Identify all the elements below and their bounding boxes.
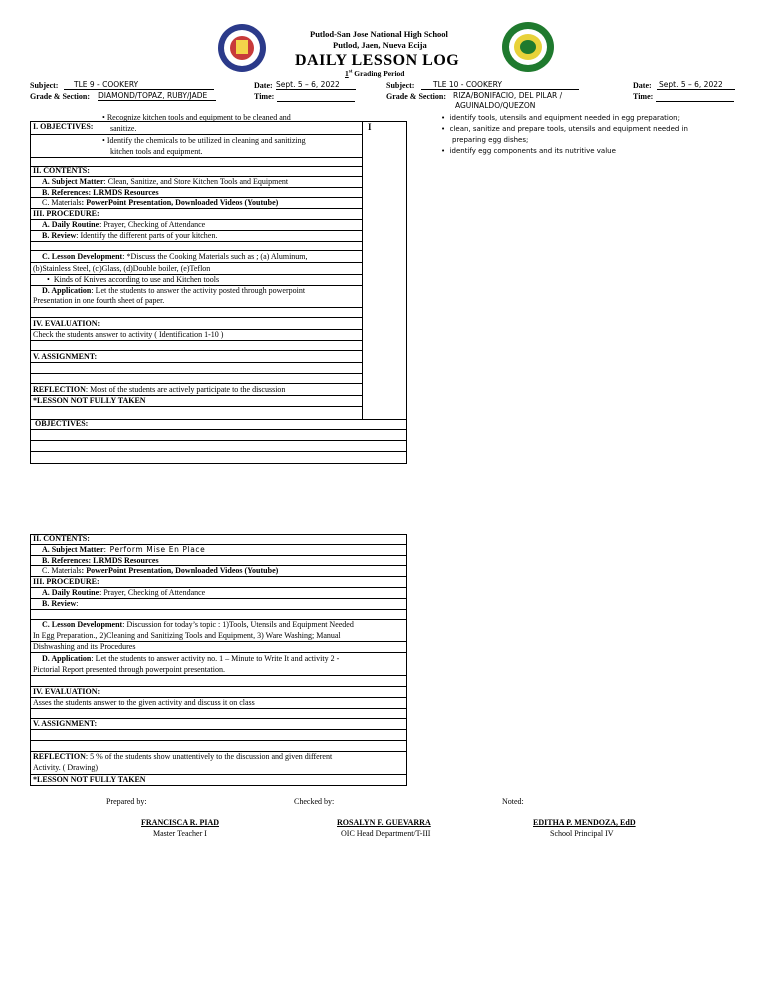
lesson-development-row-3: • Kinds of Knives according to use and Kitchen tools: [47, 275, 220, 284]
objective-2b: kitchen tools and equipment.: [110, 147, 203, 156]
noted-title: School Principal IV: [550, 829, 614, 838]
application-row-b2: Pictorial Report presented through powerpoint presentation.: [33, 665, 225, 674]
right-subject-label: Subject:: [386, 81, 415, 90]
references-row: B. References: LRMDS Resources: [42, 188, 159, 197]
left-date-label: Date:: [254, 81, 273, 90]
right-time-label: Time:: [633, 92, 654, 101]
procedure-heading: III. PROCEDURE:: [33, 209, 100, 218]
right-date-value: Sept. 5 – 6, 2022: [657, 80, 735, 90]
school-address: Putlod, Jaen, Nueva Ecija: [333, 40, 427, 50]
materials-row-2: C. Materials: PowerPoint Presentation, Downloaded Videos (Youtube): [42, 566, 279, 575]
materials-row: C. Materials: PowerPoint Presentation, Downloaded Videos (Youtube): [42, 198, 279, 207]
checked-name: ROSALYN F. GUEVARRA: [337, 818, 431, 827]
right-date-label: Date:: [633, 81, 652, 90]
application-row-b: D. Application: Let the students to answer activity no. 1 – Minute to Write It and activity 2 -: [42, 654, 340, 663]
left-subject-value: TLE 9 - COOKERY: [64, 80, 214, 90]
reflection-row-2: REFLECTION: 5 % of the students show unattentively to the discussion and given different: [33, 752, 333, 761]
lesson-development-row-b2: In Egg Preparation., 2)Cleaning and Sanitizing Tools and Equipment, 3) Ware Washing; Manual: [33, 631, 341, 640]
lesson-development-row-2: (b)Stainless Steel, (c)Glass, (d)Double boiler, (e)Teflon: [33, 264, 211, 273]
checked-by-label: Checked by:: [294, 797, 335, 806]
right-subject-value: TLE 10 - COOKERY: [421, 80, 579, 90]
objective-1: • Recognize kitchen tools and equipment to be cleaned and: [102, 113, 291, 122]
prepared-name: FRANCISCA R. PIAD: [141, 818, 220, 827]
right-objective-3: • identify egg components and its nutritive value: [441, 147, 616, 155]
evaluation-row-2: Asses the students answer to the given activity and discuss it on class: [33, 698, 255, 707]
lesson-development-row-b: C. Lesson Development: Discussion for today’s topic : 1)Tools, Utensils and Equipment Needed: [42, 620, 354, 629]
lesson-development-row: C. Lesson Development: *Discuss the Cooking Materials such as ; (a) Aluminum,: [42, 252, 308, 261]
objective-marker: I: [368, 122, 372, 132]
school-name: Putlod-San Jose National High School: [310, 29, 448, 39]
objective-1b: sanitize.: [110, 124, 137, 133]
daily-routine-row: A. Daily Routine: Prayer, Checking of Attendance: [42, 220, 206, 229]
application-row: D. Application: Let the students to answer the activity posted through powerpoint: [42, 286, 306, 295]
prepared-title: Master Teacher I: [153, 829, 207, 838]
reflection-row: REFLECTION: Most of the students are actively participate to the discussion: [33, 385, 286, 394]
school-seal-logo: [502, 22, 554, 72]
left-grade-value: DIAMOND/TOPAZ, RUBY/JADE: [98, 91, 216, 101]
daily-routine-row-2: A. Daily Routine: Prayer, Checking of Attendance: [42, 588, 206, 597]
review-row: B. Review: Identify the different parts of your kitchen.: [42, 231, 218, 240]
right-grade-label: Grade & Section:: [386, 92, 446, 101]
review-row-2: B. Review:: [42, 599, 79, 608]
left-grade-label: Grade & Section:: [30, 92, 90, 101]
deped-seal-logo: [218, 24, 266, 72]
lesson-not-taken: *LESSON NOT FULLY TAKEN: [33, 396, 146, 405]
lesson-development-row-b3: Dishwashing and its Procedures: [33, 642, 136, 651]
evaluation-row: Check the students answer to activity ( Identification 1-10 ): [33, 330, 224, 339]
checked-title: OIC Head Department/T-III: [341, 829, 431, 838]
right-objective-2: • clean, sanitize and prepare tools, utensils and equipment needed in: [441, 125, 688, 133]
assignment-heading-2: V. ASSIGNMENT:: [33, 719, 98, 728]
lesson-not-taken-2: *LESSON NOT FULLY TAKEN: [33, 775, 146, 784]
left-time-line: [277, 101, 355, 102]
reflection-row-2b: Activity. ( Drawing): [33, 763, 99, 772]
page-title: DAILY LESSON LOG: [295, 52, 460, 69]
grading-period: 1st Grading Period: [345, 69, 405, 78]
objective-2: • Identify the chemicals to be utilized in cleaning and sanitizing: [102, 136, 306, 145]
noted-name: EDITHA P. MENDOZA, EdD: [533, 818, 636, 827]
prepared-by-label: Prepared by:: [106, 797, 147, 806]
right-time-line: [656, 101, 734, 102]
application-row-2: Presentation in one fourth sheet of paper.: [33, 296, 165, 305]
left-date-value: Sept. 5 – 6, 2022: [276, 80, 356, 90]
subject-matter-row: A. Subject Matter: Clean, Sanitize, and Store Kitchen Tools and Equipment: [42, 177, 289, 186]
subject-matter-row-2: A. Subject Matter: Perform Mise En Place: [42, 545, 206, 554]
evaluation-heading: IV. EVALUATION:: [33, 319, 101, 328]
noted-label: Noted:: [502, 797, 524, 806]
right-objective-1: • identify tools, utensils and equipment needed in egg preparation;: [441, 114, 680, 122]
references-row-2: B. References: LRMDS Resources: [42, 556, 159, 565]
procedure-heading-2: III. PROCEDURE:: [33, 577, 100, 586]
evaluation-heading-2: IV. EVALUATION:: [33, 687, 101, 696]
contents-heading-2: II. CONTENTS:: [33, 534, 90, 543]
left-subject-label: Subject:: [30, 81, 59, 90]
assignment-heading: V. ASSIGNMENT:: [33, 352, 98, 361]
right-grade-value-2: AGUINALDO/QUEZON: [455, 101, 536, 110]
contents-heading: II. CONTENTS:: [33, 166, 90, 175]
right-objective-2b: preparing egg dishes;: [452, 136, 529, 144]
right-grade-value: RIZA/BONIFACIO, DEL PILAR /: [453, 91, 563, 100]
left-time-label: Time:: [254, 92, 275, 101]
objectives-heading: I. OBJECTIVES:: [33, 122, 94, 131]
objectives-heading-2: OBJECTIVES:: [35, 419, 89, 428]
